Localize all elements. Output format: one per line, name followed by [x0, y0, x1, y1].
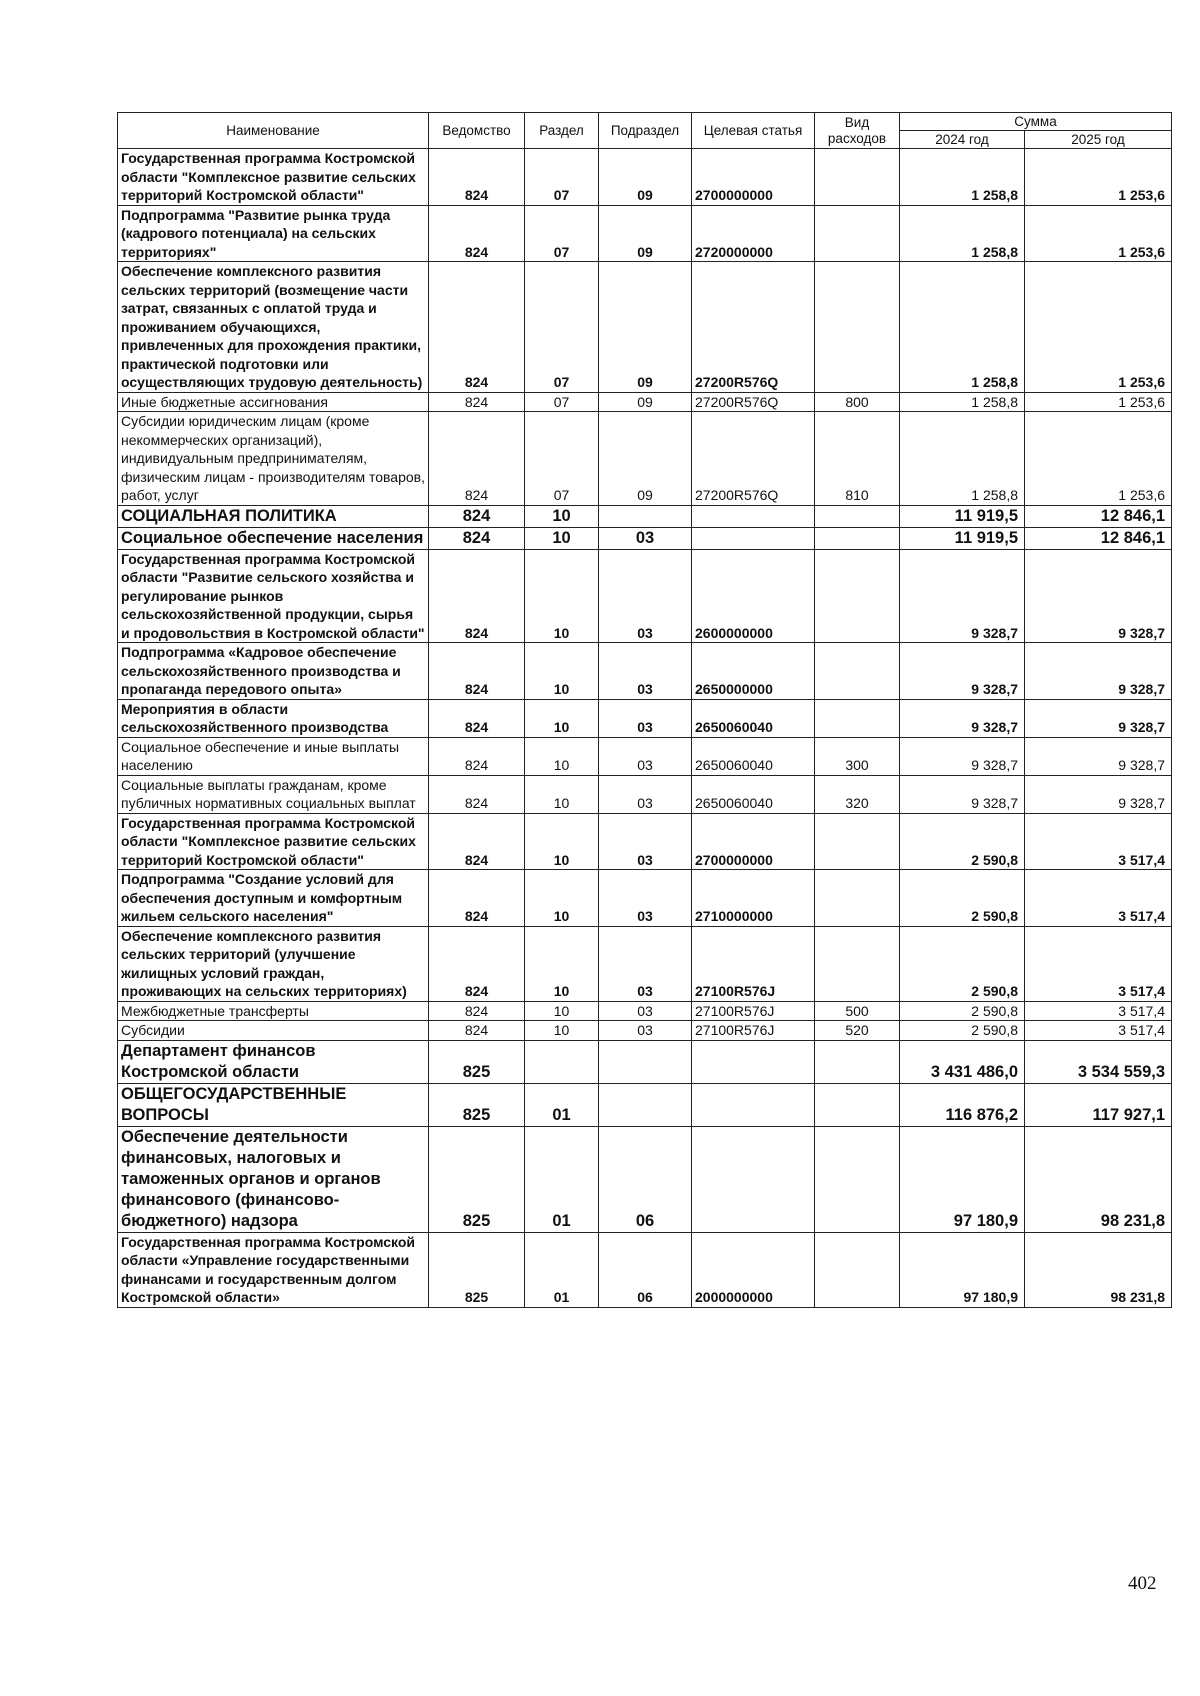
header-vedomstvo: Ведомство: [429, 113, 525, 149]
cell-razdel: 10: [525, 505, 599, 527]
header-tselevaya: Целевая статья: [692, 113, 815, 149]
cell-podrazdel: 09: [599, 205, 692, 262]
cell-sum-2025: 1 253,6: [1025, 392, 1172, 412]
cell-name: Субсидии юридическим лицам (кроме некоммерческих организаций), индивидуальным предпринимателям, физическим лицам - производителям товаров, работ, услуг: [118, 412, 429, 506]
cell-vedomstvo: 824: [429, 775, 525, 813]
cell-razdel: 10: [525, 775, 599, 813]
cell-razdel: 10: [525, 643, 599, 700]
cell-tselevaya: 2600000000: [692, 549, 815, 643]
table-row: [118, 412, 1172, 506]
cell-sum-2024: 9 328,7: [900, 737, 1025, 775]
cell-sum-2024: 9 328,7: [900, 643, 1025, 700]
cell-sum-2025: 98 231,8: [1025, 1232, 1172, 1307]
cell-sum-2024: 1 258,8: [900, 149, 1025, 206]
header-name: Наименование: [118, 113, 429, 149]
budget-table-sheet: [117, 112, 1171, 1308]
cell-name: Подпрограмма "Развитие рынка труда (кадрового потенциала) на сельских территориях": [118, 205, 429, 262]
cell-vedomstvo: 824: [429, 392, 525, 412]
cell-tselevaya: 27200R576Q: [692, 262, 815, 393]
cell-podrazdel: 03: [599, 870, 692, 927]
cell-name: Государственная программа Костромской области «Управление государственными финансами и государственным долгом Костромской области»: [118, 1232, 429, 1307]
header-summa: Сумма: [900, 113, 1172, 131]
cell-vedomstvo: 824: [429, 412, 525, 506]
cell-sum-2024: 9 328,7: [900, 775, 1025, 813]
cell-name: Социальное обеспечение и иные выплаты населению: [118, 737, 429, 775]
cell-sum-2025: 1 253,6: [1025, 149, 1172, 206]
cell-podrazdel: 09: [599, 412, 692, 506]
cell-name: Государственная программа Костромской области "Комплексное развитие сельских территорий Костромской области": [118, 813, 429, 870]
cell-podrazdel: 03: [599, 775, 692, 813]
header-2025: 2025 год: [1025, 131, 1172, 149]
cell-tselevaya: 2650060040: [692, 737, 815, 775]
cell-vid: 300: [815, 737, 900, 775]
cell-sum-2025: 9 328,7: [1025, 549, 1172, 643]
cell-sum-2024: 2 590,8: [900, 926, 1025, 1001]
cell-name: Социальные выплаты гражданам, кроме публичных нормативных социальных выплат: [118, 775, 429, 813]
table-row: [118, 1083, 1172, 1126]
cell-podrazdel: 06: [599, 1126, 692, 1232]
cell-vedomstvo: 824: [429, 149, 525, 206]
cell-vedomstvo: 824: [429, 1001, 525, 1021]
cell-razdel: 10: [525, 926, 599, 1001]
cell-podrazdel: 06: [599, 1232, 692, 1307]
cell-sum-2024: 3 431 486,0: [900, 1040, 1025, 1083]
cell-podrazdel: 03: [599, 549, 692, 643]
cell-sum-2025: 3 517,4: [1025, 1001, 1172, 1021]
cell-sum-2024: 1 258,8: [900, 412, 1025, 506]
cell-sum-2025: 98 231,8: [1025, 1126, 1172, 1232]
cell-tselevaya: 27100R576J: [692, 926, 815, 1001]
cell-tselevaya: [692, 1126, 815, 1232]
cell-tselevaya: 2700000000: [692, 813, 815, 870]
cell-razdel: 10: [525, 699, 599, 737]
cell-razdel: 10: [525, 549, 599, 643]
cell-tselevaya: 2000000000: [692, 1232, 815, 1307]
cell-name: Государственная программа Костромской области "Комплексное развитие сельских территорий Костромской области": [118, 149, 429, 206]
cell-vid: [815, 549, 900, 643]
table-row: [118, 505, 1172, 527]
cell-razdel: 10: [525, 1021, 599, 1041]
cell-sum-2025: 3 534 559,3: [1025, 1040, 1172, 1083]
table-row: [118, 737, 1172, 775]
cell-vid: [815, 643, 900, 700]
cell-tselevaya: 27200R576Q: [692, 392, 815, 412]
cell-podrazdel: 03: [599, 1001, 692, 1021]
cell-sum-2025: 9 328,7: [1025, 775, 1172, 813]
cell-sum-2024: 9 328,7: [900, 699, 1025, 737]
cell-sum-2024: 2 590,8: [900, 1001, 1025, 1021]
cell-razdel: 07: [525, 205, 599, 262]
cell-razdel: 10: [525, 737, 599, 775]
cell-vid: [815, 1083, 900, 1126]
table-row: [118, 1001, 1172, 1021]
cell-name: Подпрограмма "Создание условий для обеспечения доступным и комфортным жильем сельского населения": [118, 870, 429, 927]
cell-sum-2025: 1 253,6: [1025, 262, 1172, 393]
table-row: [118, 775, 1172, 813]
cell-vedomstvo: 825: [429, 1126, 525, 1232]
cell-vedomstvo: 825: [429, 1083, 525, 1126]
cell-razdel: 10: [525, 1001, 599, 1021]
table-row: [118, 149, 1172, 206]
cell-tselevaya: 2710000000: [692, 870, 815, 927]
cell-sum-2025: 12 846,1: [1025, 505, 1172, 527]
table-row: [118, 549, 1172, 643]
cell-tselevaya: 2650060040: [692, 775, 815, 813]
cell-vid: [815, 149, 900, 206]
cell-sum-2025: 1 253,6: [1025, 412, 1172, 506]
cell-vid: 810: [815, 412, 900, 506]
cell-tselevaya: 27200R576Q: [692, 412, 815, 506]
cell-razdel: 07: [525, 262, 599, 393]
cell-vid: 320: [815, 775, 900, 813]
cell-tselevaya: 2700000000: [692, 149, 815, 206]
cell-sum-2025: 117 927,1: [1025, 1083, 1172, 1126]
cell-vedomstvo: 824: [429, 505, 525, 527]
cell-sum-2025: 1 253,6: [1025, 205, 1172, 262]
cell-razdel: 10: [525, 527, 599, 549]
header-vid: Вид расходов: [815, 113, 900, 149]
cell-tselevaya: [692, 527, 815, 549]
cell-vid: [815, 1126, 900, 1232]
budget-table: [117, 112, 1172, 1308]
cell-razdel: 01: [525, 1126, 599, 1232]
cell-razdel: 07: [525, 149, 599, 206]
cell-podrazdel: 03: [599, 926, 692, 1001]
cell-podrazdel: 03: [599, 527, 692, 549]
cell-sum-2024: 11 919,5: [900, 505, 1025, 527]
cell-sum-2025: 12 846,1: [1025, 527, 1172, 549]
cell-sum-2024: 1 258,8: [900, 205, 1025, 262]
cell-razdel: 07: [525, 392, 599, 412]
header-podrazdel: Подраздел: [599, 113, 692, 149]
cell-vid: [815, 205, 900, 262]
cell-podrazdel: 03: [599, 643, 692, 700]
cell-name: Обеспечение комплексного развития сельских территорий (улучшение жилищных условий граждан, проживающих на сельских территориях): [118, 926, 429, 1001]
cell-vid: 520: [815, 1021, 900, 1041]
cell-vedomstvo: 824: [429, 549, 525, 643]
cell-podrazdel: [599, 1040, 692, 1083]
cell-sum-2024: 97 180,9: [900, 1232, 1025, 1307]
cell-razdel: 07: [525, 412, 599, 506]
cell-name: ОБЩЕГОСУДАРСТВЕННЫЕ ВОПРОСЫ: [118, 1083, 429, 1126]
cell-razdel: 01: [525, 1232, 599, 1307]
table-row: [118, 1040, 1172, 1083]
table-row: [118, 205, 1172, 262]
table-row: [118, 643, 1172, 700]
cell-tselevaya: [692, 505, 815, 527]
cell-name: Субсидии: [118, 1021, 429, 1041]
cell-name: Государственная программа Костромской области "Развитие сельского хозяйства и регулирование рынков сельскохозяйственной продукции, сырья и продовольствия в Костромской области": [118, 549, 429, 643]
cell-name: Социальное обеспечение населения: [118, 527, 429, 549]
cell-podrazdel: [599, 1083, 692, 1126]
cell-vid: [815, 505, 900, 527]
cell-sum-2024: 2 590,8: [900, 1021, 1025, 1041]
cell-sum-2024: 1 258,8: [900, 262, 1025, 393]
cell-vid: [815, 1232, 900, 1307]
cell-name: Обеспечение комплексного развития сельских территорий (возмещение части затрат, связанных с оплатой труда и проживанием обучающихся, привлеченных для прохождения практики, практической подготовки или осуществляющих трудовую деятельность): [118, 262, 429, 393]
cell-vid: 800: [815, 392, 900, 412]
cell-vedomstvo: 825: [429, 1232, 525, 1307]
cell-podrazdel: 09: [599, 392, 692, 412]
table-header: [118, 113, 1172, 149]
cell-vid: 500: [815, 1001, 900, 1021]
cell-razdel: 10: [525, 813, 599, 870]
cell-vedomstvo: 824: [429, 870, 525, 927]
cell-name: Иные бюджетные ассигнования: [118, 392, 429, 412]
cell-vedomstvo: 825: [429, 1040, 525, 1083]
cell-name: Мероприятия в области сельскохозяйственного производства: [118, 699, 429, 737]
cell-vedomstvo: 824: [429, 643, 525, 700]
cell-vid: [815, 1040, 900, 1083]
cell-name: Департамент финансов Костромской области: [118, 1040, 429, 1083]
header-2024: 2024 год: [900, 131, 1025, 149]
cell-tselevaya: [692, 1040, 815, 1083]
cell-tselevaya: 27100R576J: [692, 1021, 815, 1041]
cell-razdel: 01: [525, 1083, 599, 1126]
cell-name: СОЦИАЛЬНАЯ ПОЛИТИКА: [118, 505, 429, 527]
cell-vedomstvo: 824: [429, 926, 525, 1001]
cell-vedomstvo: 824: [429, 813, 525, 870]
table-row: [118, 813, 1172, 870]
cell-razdel: 10: [525, 870, 599, 927]
cell-vid: [815, 262, 900, 393]
cell-vedomstvo: 824: [429, 699, 525, 737]
cell-vid: [815, 926, 900, 1001]
cell-razdel: [525, 1040, 599, 1083]
table-body: [118, 149, 1172, 1308]
cell-sum-2025: 3 517,4: [1025, 1021, 1172, 1041]
header-razdel: Раздел: [525, 113, 599, 149]
cell-vedomstvo: 824: [429, 737, 525, 775]
cell-podrazdel: 03: [599, 699, 692, 737]
cell-vid: [815, 527, 900, 549]
cell-podrazdel: 03: [599, 1021, 692, 1041]
page-number: 402: [1128, 1573, 1157, 1594]
cell-sum-2025: 3 517,4: [1025, 870, 1172, 927]
table-row: [118, 392, 1172, 412]
cell-sum-2024: 2 590,8: [900, 870, 1025, 927]
cell-tselevaya: 27100R576J: [692, 1001, 815, 1021]
cell-sum-2025: 3 517,4: [1025, 926, 1172, 1001]
cell-sum-2025: 9 328,7: [1025, 699, 1172, 737]
cell-podrazdel: 03: [599, 813, 692, 870]
cell-tselevaya: 2650060040: [692, 699, 815, 737]
table-row: [118, 1232, 1172, 1307]
table-row: [118, 1126, 1172, 1232]
cell-podrazdel: 09: [599, 149, 692, 206]
cell-sum-2024: 1 258,8: [900, 392, 1025, 412]
cell-sum-2024: 11 919,5: [900, 527, 1025, 549]
cell-vid: [815, 699, 900, 737]
cell-name: Межбюджетные трансферты: [118, 1001, 429, 1021]
cell-vedomstvo: 824: [429, 205, 525, 262]
table-row: [118, 527, 1172, 549]
cell-sum-2025: 9 328,7: [1025, 643, 1172, 700]
cell-vedomstvo: 824: [429, 1021, 525, 1041]
cell-vedomstvo: 824: [429, 262, 525, 393]
table-row: [118, 926, 1172, 1001]
table-row: [118, 1021, 1172, 1041]
cell-name: Подпрограмма «Кадровое обеспечение сельскохозяйственного производства и пропаганда передового опыта»: [118, 643, 429, 700]
cell-tselevaya: 2720000000: [692, 205, 815, 262]
cell-sum-2024: 9 328,7: [900, 549, 1025, 643]
table-row: [118, 699, 1172, 737]
table-row: [118, 262, 1172, 393]
cell-sum-2025: 3 517,4: [1025, 813, 1172, 870]
cell-sum-2025: 9 328,7: [1025, 737, 1172, 775]
cell-sum-2024: 116 876,2: [900, 1083, 1025, 1126]
cell-podrazdel: 09: [599, 262, 692, 393]
cell-vid: [815, 870, 900, 927]
cell-sum-2024: 97 180,9: [900, 1126, 1025, 1232]
table-row: [118, 870, 1172, 927]
cell-tselevaya: [692, 1083, 815, 1126]
cell-sum-2024: 2 590,8: [900, 813, 1025, 870]
cell-vedomstvo: 824: [429, 527, 525, 549]
cell-podrazdel: [599, 505, 692, 527]
cell-tselevaya: 2650000000: [692, 643, 815, 700]
cell-podrazdel: 03: [599, 737, 692, 775]
cell-vid: [815, 813, 900, 870]
cell-name: Обеспечение деятельности финансовых, налоговых и таможенных органов и органов финансового (финансово-бюджетного) надзора: [118, 1126, 429, 1232]
